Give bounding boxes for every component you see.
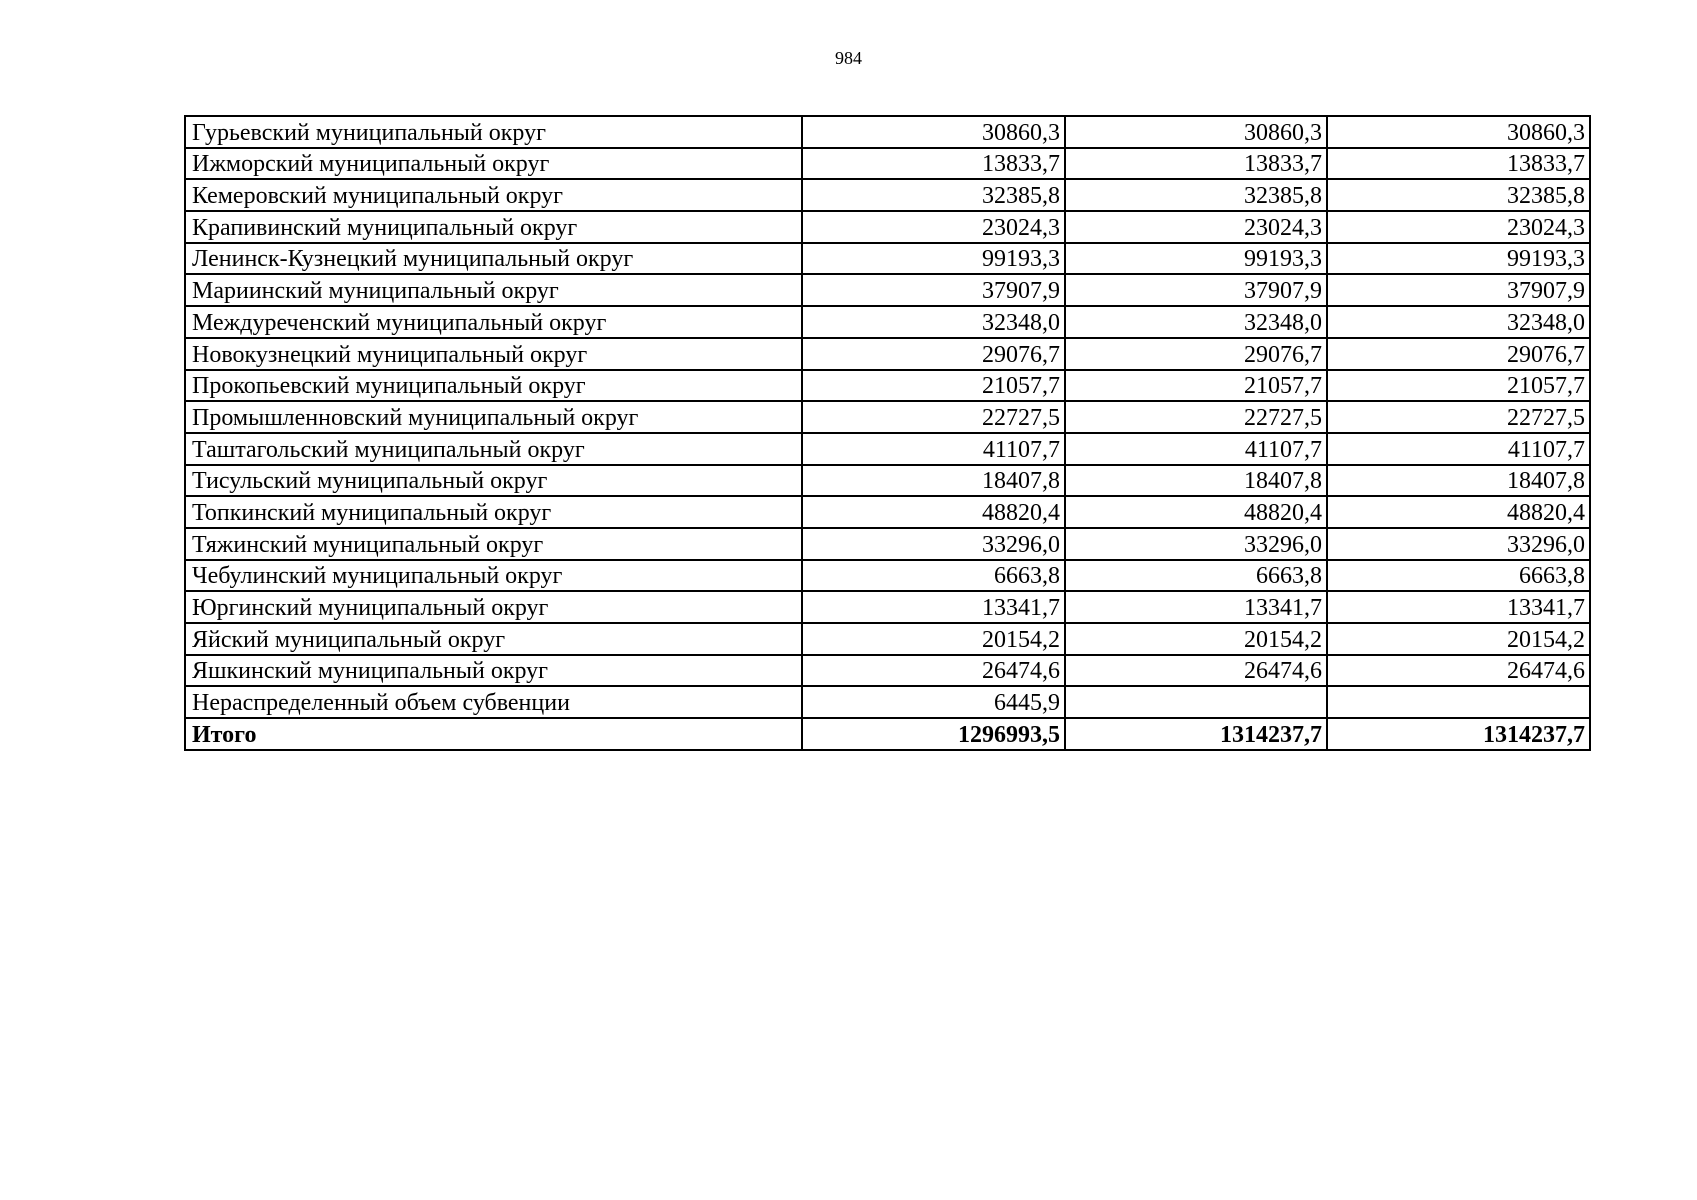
value-cell-1: 13341,7: [802, 591, 1065, 623]
total-value-cell-3: 1314237,7: [1327, 718, 1590, 750]
district-name-cell: Чебулинский муниципальный округ: [185, 560, 802, 592]
district-name-cell: Тяжинский муниципальный округ: [185, 528, 802, 560]
value-cell-2: 6663,8: [1065, 560, 1327, 592]
value-cell-3: 29076,7: [1327, 338, 1590, 370]
total-value-cell-2: 1314237,7: [1065, 718, 1327, 750]
value-cell-1: 21057,7: [802, 370, 1065, 402]
table-row: [185, 686, 1590, 718]
value-cell-1: 41107,7: [802, 433, 1065, 465]
value-cell-3: 41107,7: [1327, 433, 1590, 465]
table-row: [185, 496, 1590, 528]
page-number: 984: [835, 48, 862, 68]
table-row: [185, 560, 1590, 592]
district-name-cell: Гурьевский муниципальный округ: [185, 116, 802, 148]
value-cell-2: [1065, 686, 1327, 718]
table-row: [185, 274, 1590, 306]
value-cell-2: 22727,5: [1065, 401, 1327, 433]
value-cell-3: 13833,7: [1327, 148, 1590, 180]
value-cell-1: 13833,7: [802, 148, 1065, 180]
value-cell-2: 32385,8: [1065, 179, 1327, 211]
value-cell-3: 32385,8: [1327, 179, 1590, 211]
total-row: [185, 718, 1590, 750]
district-name-cell: Промышленновский муниципальный округ: [185, 401, 802, 433]
table-row: [185, 243, 1590, 275]
table-row: [185, 370, 1590, 402]
district-name-cell: Яйский муниципальный округ: [185, 623, 802, 655]
value-cell-2: 23024,3: [1065, 211, 1327, 243]
value-cell-2: 21057,7: [1065, 370, 1327, 402]
value-cell-2: 13833,7: [1065, 148, 1327, 180]
district-name-cell: Прокопьевский муниципальный округ: [185, 370, 802, 402]
table-row: [185, 306, 1590, 338]
value-cell-3: 21057,7: [1327, 370, 1590, 402]
table-row: [185, 528, 1590, 560]
value-cell-2: 29076,7: [1065, 338, 1327, 370]
district-name-cell: Нераспределенный объем субвенции: [185, 686, 802, 718]
value-cell-3: [1327, 686, 1590, 718]
value-cell-2: 32348,0: [1065, 306, 1327, 338]
district-name-cell: Тисульский муниципальный округ: [185, 465, 802, 497]
district-name-cell: Крапивинский муниципальный округ: [185, 211, 802, 243]
value-cell-2: 20154,2: [1065, 623, 1327, 655]
value-cell-1: 22727,5: [802, 401, 1065, 433]
district-name-cell: Топкинский муниципальный округ: [185, 496, 802, 528]
value-cell-1: 29076,7: [802, 338, 1065, 370]
value-cell-3: 20154,2: [1327, 623, 1590, 655]
value-cell-1: 99193,3: [802, 243, 1065, 275]
district-name-cell: Таштагольский муниципальный округ: [185, 433, 802, 465]
table-row: [185, 591, 1590, 623]
value-cell-1: 37907,9: [802, 274, 1065, 306]
table-row: [185, 465, 1590, 497]
district-name-cell: Ленинск-Кузнецкий муниципальный округ: [185, 243, 802, 275]
value-cell-2: 26474,6: [1065, 655, 1327, 687]
value-cell-3: 33296,0: [1327, 528, 1590, 560]
value-cell-2: 33296,0: [1065, 528, 1327, 560]
value-cell-1: 32385,8: [802, 179, 1065, 211]
table-row: [185, 148, 1590, 180]
value-cell-2: 30860,3: [1065, 116, 1327, 148]
value-cell-1: 20154,2: [802, 623, 1065, 655]
value-cell-3: 18407,8: [1327, 465, 1590, 497]
value-cell-3: 26474,6: [1327, 655, 1590, 687]
table-row: [185, 401, 1590, 433]
value-cell-1: 6663,8: [802, 560, 1065, 592]
value-cell-1: 23024,3: [802, 211, 1065, 243]
table-body: [185, 116, 1590, 750]
value-cell-3: 6663,8: [1327, 560, 1590, 592]
value-cell-1: 32348,0: [802, 306, 1065, 338]
value-cell-1: 30860,3: [802, 116, 1065, 148]
district-name-cell: Яшкинский муниципальный округ: [185, 655, 802, 687]
value-cell-1: 26474,6: [802, 655, 1065, 687]
table-row: [185, 623, 1590, 655]
table-row: [185, 433, 1590, 465]
value-cell-1: 33296,0: [802, 528, 1065, 560]
value-cell-1: 6445,9: [802, 686, 1065, 718]
table-row: [185, 338, 1590, 370]
value-cell-2: 99193,3: [1065, 243, 1327, 275]
value-cell-2: 13341,7: [1065, 591, 1327, 623]
value-cell-3: 23024,3: [1327, 211, 1590, 243]
value-cell-3: 13341,7: [1327, 591, 1590, 623]
value-cell-3: 99193,3: [1327, 243, 1590, 275]
value-cell-3: 37907,9: [1327, 274, 1590, 306]
table-row: [185, 179, 1590, 211]
district-name-cell: Кемеровский муниципальный округ: [185, 179, 802, 211]
value-cell-3: 48820,4: [1327, 496, 1590, 528]
subvention-table: [184, 115, 1591, 751]
total-label-cell: Итого: [185, 718, 802, 750]
value-cell-2: 18407,8: [1065, 465, 1327, 497]
value-cell-3: 30860,3: [1327, 116, 1590, 148]
value-cell-2: 48820,4: [1065, 496, 1327, 528]
district-name-cell: Мариинский муниципальный округ: [185, 274, 802, 306]
value-cell-1: 18407,8: [802, 465, 1065, 497]
value-cell-1: 48820,4: [802, 496, 1065, 528]
total-value-cell-1: 1296993,5: [802, 718, 1065, 750]
district-name-cell: Новокузнецкий муниципальный округ: [185, 338, 802, 370]
value-cell-3: 22727,5: [1327, 401, 1590, 433]
district-name-cell: Юргинский муниципальный округ: [185, 591, 802, 623]
table-row: [185, 211, 1590, 243]
value-cell-2: 41107,7: [1065, 433, 1327, 465]
district-name-cell: Междуреченский муниципальный округ: [185, 306, 802, 338]
table-row: [185, 116, 1590, 148]
table-row: [185, 655, 1590, 687]
value-cell-2: 37907,9: [1065, 274, 1327, 306]
district-name-cell: Ижморский муниципальный округ: [185, 148, 802, 180]
value-cell-3: 32348,0: [1327, 306, 1590, 338]
